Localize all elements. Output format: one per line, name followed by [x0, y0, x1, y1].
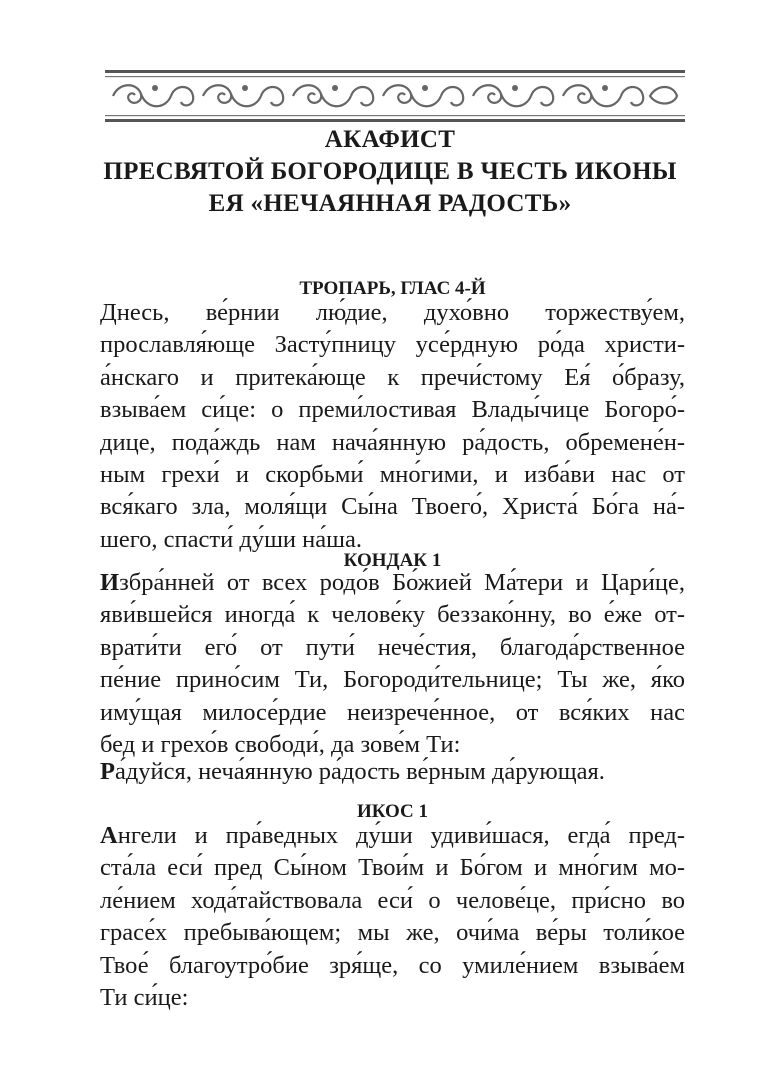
text-line: иму́щая милосе́рдие неизрече́нное, от вся́ких нас — [100, 698, 685, 726]
text-line: а́нскаго и притека́юще к пречи́стому Ея́ о́бразу, — [100, 363, 685, 391]
text-line — [100, 567, 685, 599]
ornamental-header-band-icon — [105, 70, 685, 122]
text-line: врати́ти его́ от пути́ нече́стия, благода́рственное — [100, 633, 685, 661]
troparion-text — [100, 297, 685, 556]
text-line: вся́каго зла, моля́щи Сы́на Твоего́, Христа́ Бо́га на́- — [100, 493, 685, 521]
title-line-3: ЕЯ «НЕЧАЯННАЯ РАДОСТЬ» — [208, 190, 572, 217]
text-line: Ти си́це: — [100, 984, 189, 1012]
drop-initial: И — [100, 569, 120, 596]
text-line — [100, 820, 685, 852]
drop-initial: А — [100, 822, 118, 849]
text-run: збра́нней от всех родо́в Бо́жией Ма́тери и Цари́це, — [119, 569, 685, 596]
troparion-heading: ТРОПАРЬ, ГЛАС 4-Й — [299, 278, 486, 299]
text-line: шего, спасти́ ду́ши на́ша. — [100, 525, 363, 553]
text-line: бед и грехо́в свободи́, да зове́м Ти: — [100, 731, 461, 759]
title-line-1: АКАФИСТ — [324, 126, 456, 153]
ikos-1-heading: ИКОС 1 — [356, 801, 429, 822]
page-title — [60, 124, 720, 220]
text-run: нгели и пра́ведных ду́ши удиви́шася, егда́ пред- — [117, 822, 685, 849]
kontakion-1-text — [100, 567, 685, 761]
text-run: а́дуйся, неча́янную ра́дость ве́рным да́рующая. — [114, 758, 605, 785]
kontakion-1-heading: КОНДАК 1 — [343, 550, 442, 571]
text-line: грасе́х пребыва́ющем; мы же, очи́ма ве́ры толи́кое — [100, 919, 685, 947]
text-line: ле́нием хода́тайствовала еси́ о челове́це, при́сно во — [100, 886, 685, 914]
text-line: Днесь, ве́рнии лю́дие, духо́вно торжеству́ем, — [100, 299, 685, 326]
kontakion-1-refrain — [100, 756, 685, 788]
ikos-1-text — [100, 820, 685, 1014]
text-line — [100, 756, 685, 788]
drop-initial: Р — [100, 758, 115, 785]
text-line: яви́вшейся иногда́ к челове́ку беззако́нну, во е́же от- — [100, 601, 685, 629]
text-line: Твое́ благоутро́бие зря́ще, со умиле́нием взыва́ем — [100, 951, 685, 979]
text-line: ста́ла еси́ пред Сы́ном Твои́м и Бо́гом и мно́гим мо- — [100, 854, 685, 882]
text-line: ным грехи́ и скорбьми́ мно́гими, и изба́ви нас от — [100, 461, 685, 489]
text-line: прославля́юще Засту́пницу усе́рдную ро́да христи- — [100, 331, 685, 359]
text-line: пе́ние прино́сим Ти, Богороди́тельнице; Ты же, я́ко — [100, 666, 685, 694]
text-line: дице, пода́ждь нам нача́янную ра́дость, обремене́н- — [100, 428, 685, 456]
text-line: взыва́ем си́це: о преми́лостивая Влады́чице Богоро́- — [100, 396, 685, 424]
title-line-2: ПРЕСВЯТОЙ БОГОРОДИЦЕ В ЧЕСТЬ ИКОНЫ — [103, 158, 677, 185]
